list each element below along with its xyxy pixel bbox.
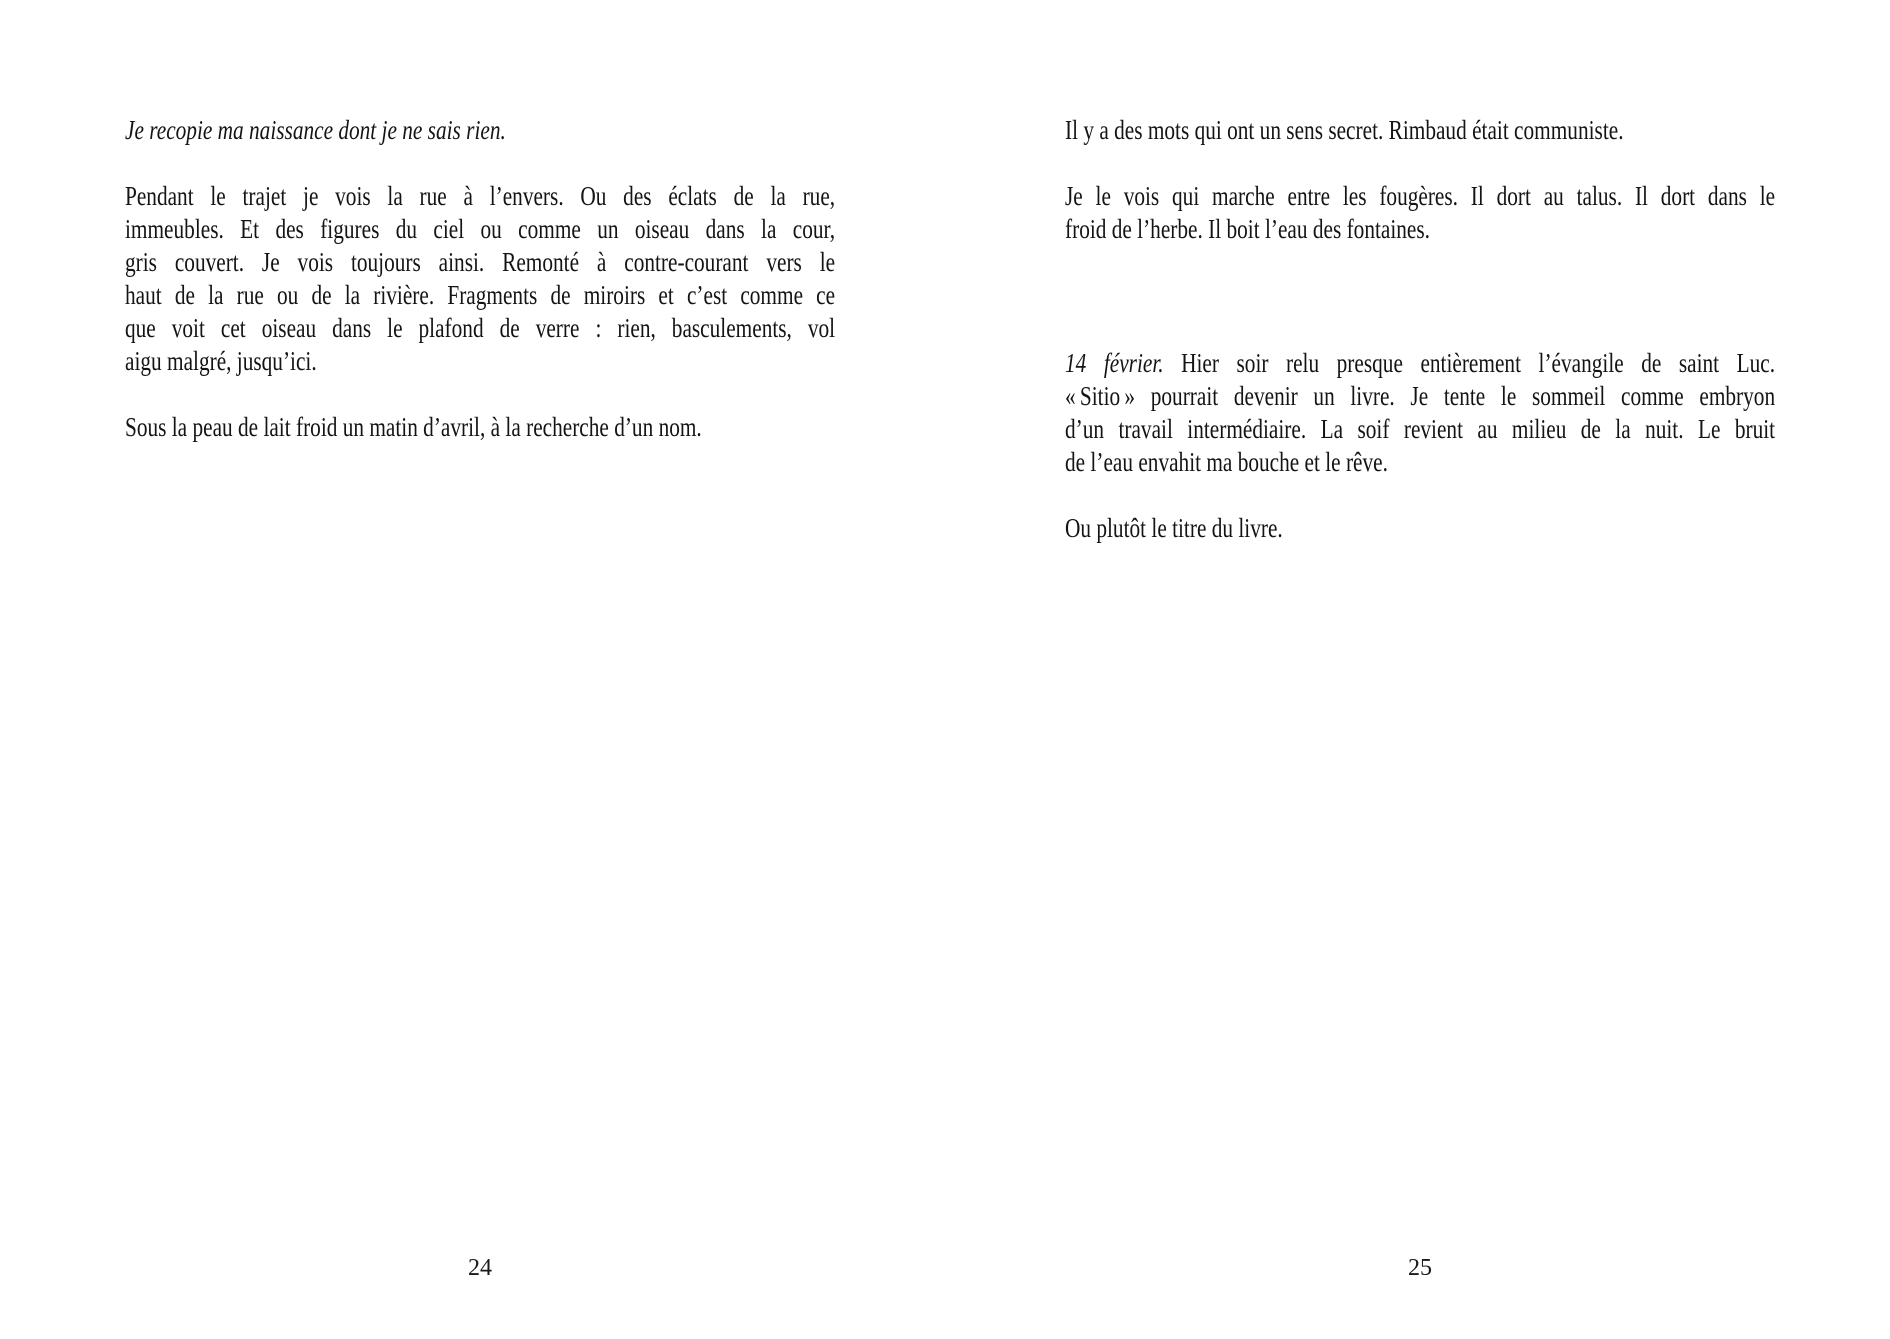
paragraph bbox=[1065, 180, 1775, 246]
text-line: Sous la peau de lait froid un matin d’avril, à la recherche d’un nom. bbox=[125, 412, 702, 442]
paragraph bbox=[125, 114, 835, 147]
text-line: « Sitio » pourrait devenir un livre. Je tente le sommeil comme embryon bbox=[1065, 381, 1776, 411]
paragraph bbox=[125, 411, 835, 444]
text-line: que voit cet oiseau dans le plafond de verre : rien, basculements, vol bbox=[125, 313, 836, 343]
paragraph bbox=[125, 180, 835, 378]
text-line: haut de la rue ou de la rivière. Fragments de miroirs et c’est comme ce bbox=[125, 280, 836, 310]
text-line: gris couvert. Je vois toujours ainsi. Remonté à contre-courant vers le bbox=[125, 247, 836, 277]
text-line: aigu malgré, jusqu’ici. bbox=[125, 346, 317, 376]
text-line: Pendant le trajet je vois la rue à l’envers. Ou des éclats de la rue, bbox=[125, 181, 836, 211]
paragraph bbox=[1065, 512, 1775, 545]
text-line: Il y a des mots qui ont un sens secret. Rimbaud était communiste. bbox=[1065, 115, 1624, 145]
page-number-right: 25 bbox=[1408, 1255, 1432, 1281]
text-line: de l’eau envahit ma bouche et le rêve. bbox=[1065, 447, 1388, 477]
text-line: froid de l’herbe. Il boit l’eau des fontaines. bbox=[1065, 214, 1430, 244]
text-line: Je recopie ma naissance dont je ne sais rien. bbox=[125, 115, 506, 145]
paragraph bbox=[1065, 114, 1775, 147]
date-lead-in: 14 février. bbox=[1065, 348, 1164, 378]
text-line: Je le vois qui marche entre les fougères. Il dort au talus. Il dort dans le bbox=[1065, 181, 1776, 211]
text-segment: Hier soir relu presque entièrement l’évangile de saint Luc. bbox=[1163, 348, 1776, 378]
page-number-left: 24 bbox=[468, 1255, 492, 1281]
page-right bbox=[945, 0, 1890, 1339]
text-line: immeubles. Et des figures du ciel ou comme un oiseau dans la cour, bbox=[125, 214, 836, 244]
text-line: Ou plutôt le titre du livre. bbox=[1065, 513, 1283, 543]
paragraph bbox=[1065, 347, 1775, 479]
text-line: d’un travail intermédiaire. La soif revient au milieu de la nuit. Le bruit bbox=[1065, 414, 1776, 444]
text-line bbox=[1065, 347, 1775, 380]
